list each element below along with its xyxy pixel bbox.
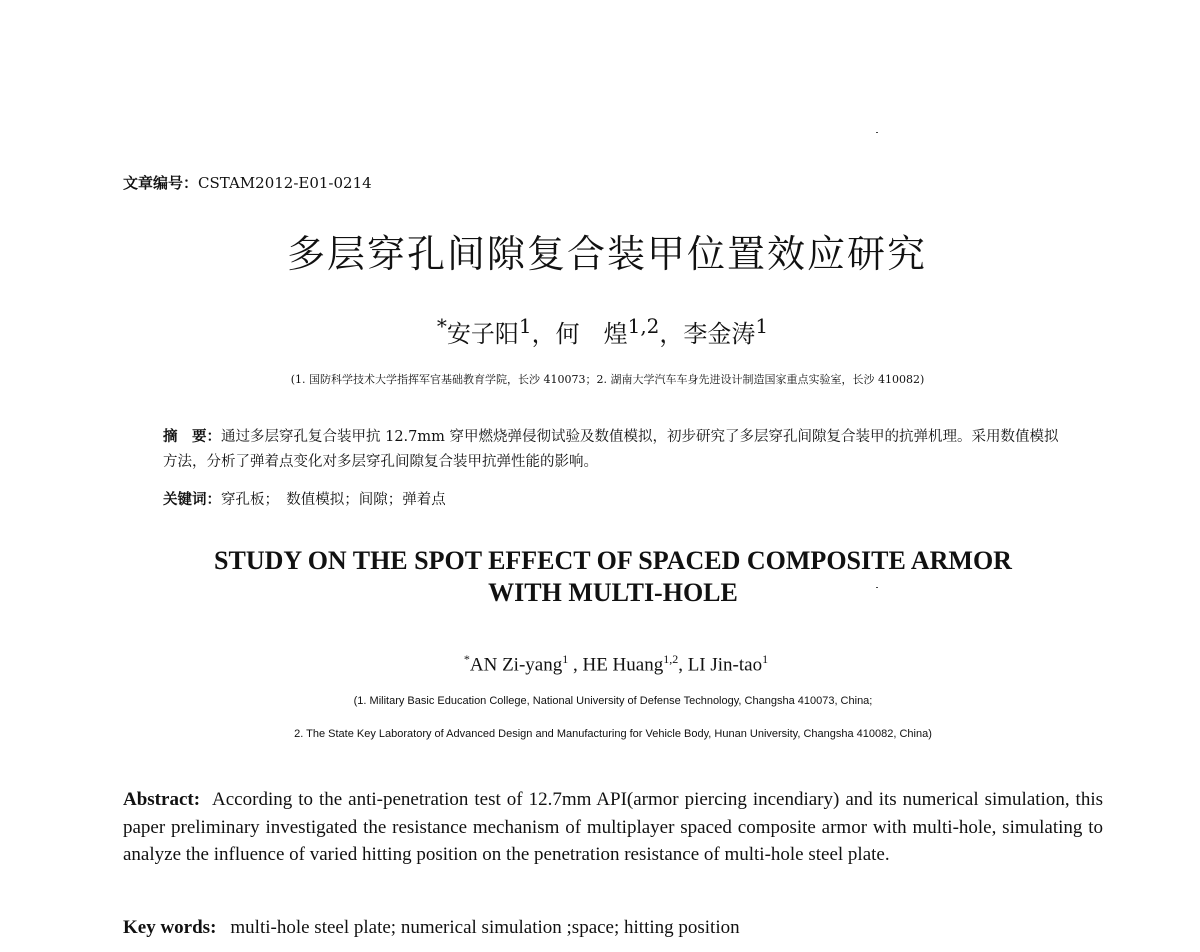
en-author-sep: , <box>678 654 688 676</box>
chinese-abstract-text: 通过多层穿孔复合装甲抗 12.7mm 穿甲燃烧弹侵彻试验及数值模拟，初步研究了多层穿孔间隙复合装甲的抗弹机理。采用数值模拟方法，分析了弹着点变化对多层穿孔间隙复合装甲抗弹性能的影响。 <box>163 429 1059 470</box>
english-keywords <box>123 917 740 939</box>
chinese-abstract-label: 摘 要： <box>163 429 221 445</box>
scan-speck <box>876 132 878 133</box>
chinese-keywords <box>163 488 446 509</box>
english-title-line-1: STUDY ON THE SPOT EFFECT OF SPACED COMPOSITE ARMOR <box>214 546 1012 575</box>
chinese-authors <box>0 314 1200 349</box>
article-number-value: CSTAM2012-E01-0214 <box>198 174 372 192</box>
chinese-title: 多层穿孔间隙复合装甲位置效应研究 <box>286 232 927 276</box>
cn-author-1-aff: 1 <box>518 314 532 338</box>
en-author-2-aff: 1,2 <box>663 652 679 666</box>
english-affiliation-1: (1. Military Basic Education College, National University of Defense Technology, Changsha 410073, China; <box>353 695 873 707</box>
english-abstract <box>123 786 1103 869</box>
cn-author-3-aff: 1 <box>755 314 769 338</box>
cn-author-2: 何 煌 <box>555 320 628 348</box>
en-author-3: LI Jin-tao <box>687 654 763 676</box>
article-number-label: 文章编号： <box>123 174 199 192</box>
en-author-1: AN Zi-yang <box>469 654 563 676</box>
cn-author-3: 李金涛 <box>683 320 756 348</box>
english-title <box>0 545 1200 609</box>
corresponding-star: * <box>463 652 470 666</box>
cn-author-1: 安子阳 <box>446 320 519 348</box>
article-number <box>123 172 372 193</box>
english-title-line-2: WITH MULTI-HOLE <box>488 578 738 607</box>
english-authors <box>0 652 1200 676</box>
cn-author-sep: ， <box>659 320 684 348</box>
chinese-keywords-label: 关键词： <box>163 492 221 508</box>
en-author-1-aff: 1 <box>562 652 569 666</box>
en-author-2: HE Huang <box>582 654 664 676</box>
cn-author-2-aff: 1,2 <box>627 314 660 338</box>
corresponding-star: * <box>436 314 447 338</box>
english-affiliation-2: 2. The State Key Laboratory of Advanced Design and Manufacturing for Vehicle Body, Hunan University, Changsha 410082, China) <box>294 728 932 740</box>
english-keywords-text: multi-hole steel plate; numerical simulation ;space; hitting position <box>230 917 740 938</box>
english-abstract-text: According to the anti-penetration test of 12.7mm API(armor piercing incendiary) and its numerical simulation, this paper preliminary investigated the resistance mechanism of multiplayer spaced composite armor with multi-hole, simulating to analyze the influence of varied hitting position on the penetration resistance of multi-hole steel plate. <box>123 789 1103 865</box>
chinese-abstract <box>163 425 1063 475</box>
scan-speck <box>876 587 878 588</box>
chinese-keywords-text: 穿孔板； 数值模拟；间隙；弹着点 <box>221 492 446 508</box>
cn-author-sep: ， <box>531 320 556 348</box>
chinese-affiliation: (1. 国防科学技术大学指挥军官基础教育学院，长沙 410073；2. 湖南大学汽车车身先进设计制造国家重点实验室，长沙 410082) <box>290 373 925 386</box>
english-keywords-label: Key words: <box>123 917 217 938</box>
english-abstract-label: Abstract: <box>123 789 201 810</box>
en-author-sep: , <box>568 654 583 676</box>
en-author-3-aff: 1 <box>762 652 769 666</box>
